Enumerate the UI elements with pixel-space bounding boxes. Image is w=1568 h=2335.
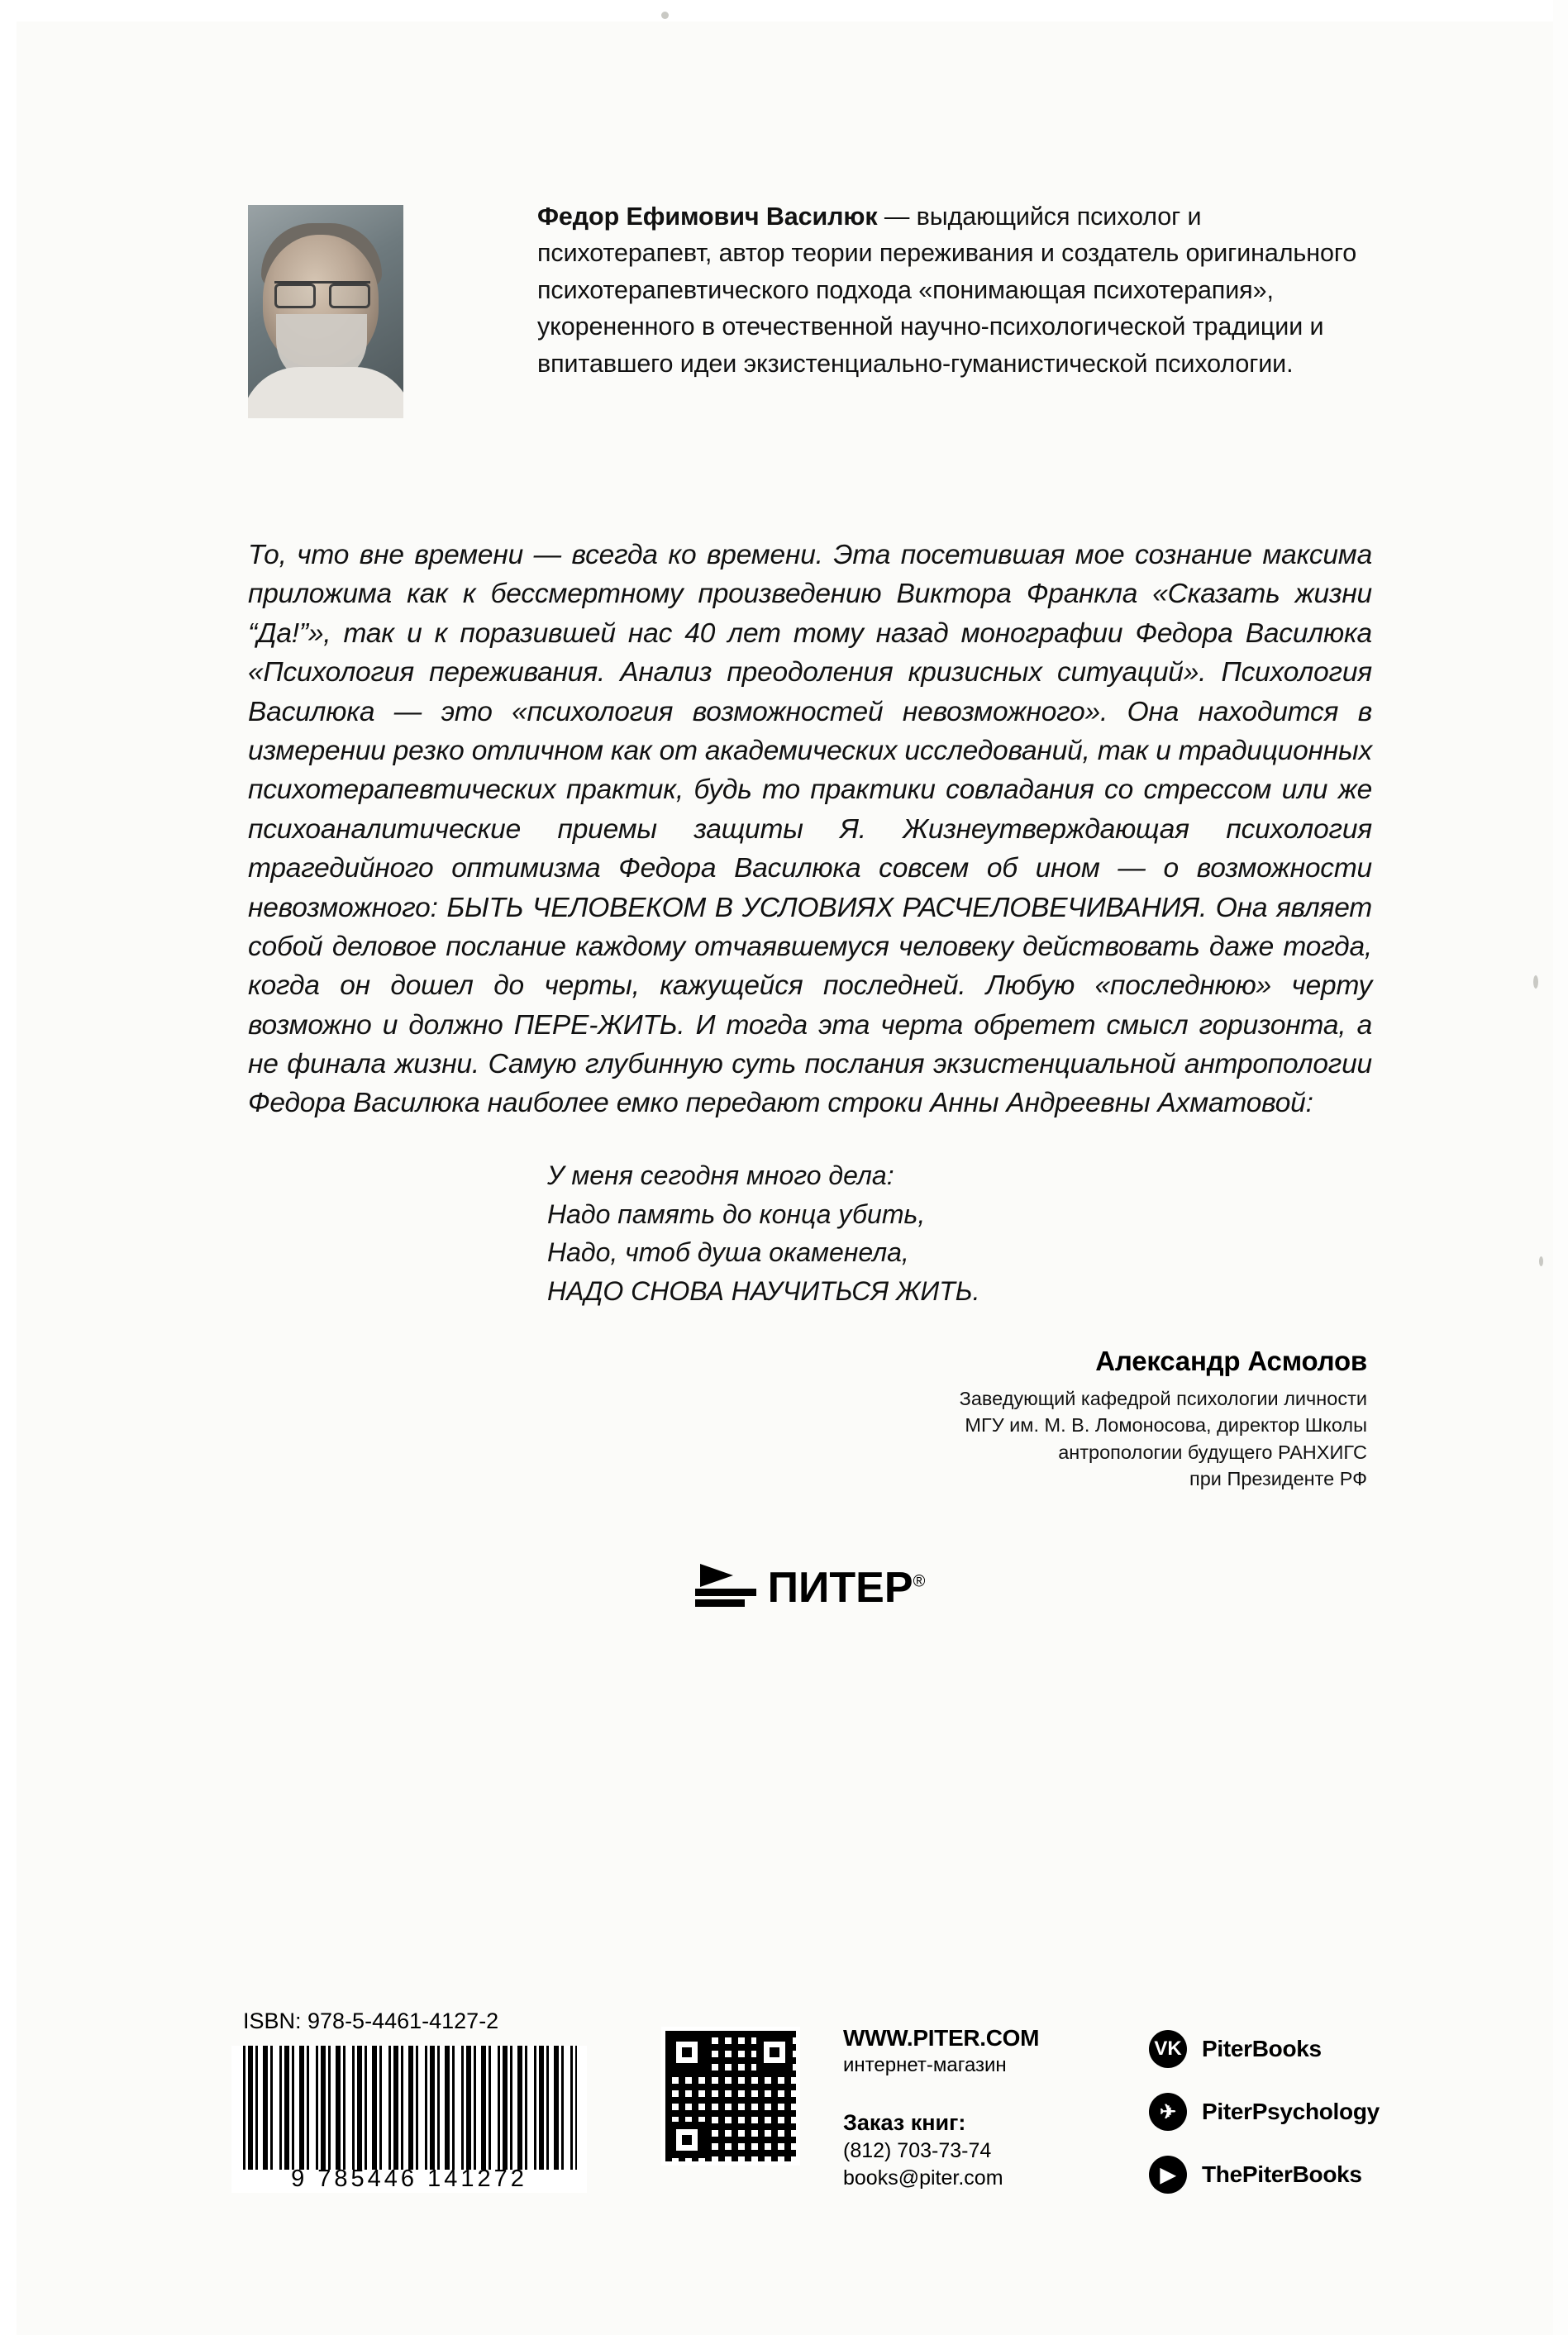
scan-edge-left: [0, 0, 17, 2335]
signature-name: Александр Асмолов: [1095, 1345, 1367, 1376]
scan-edge-top: [0, 0, 1568, 21]
signature-role-line: МГУ им. М. В. Ломоносова, директор Школы: [965, 1414, 1367, 1437]
publisher-name: [768, 1563, 926, 1613]
social-link-youtube[interactable]: [1149, 2156, 1422, 2194]
isbn-block: [231, 2009, 612, 2193]
order-phone[interactable]: (812) 703-73-74: [843, 2139, 992, 2162]
barcode-bars: [243, 2046, 577, 2170]
scan-edge-right: [1553, 0, 1568, 2335]
signature-role: [248, 1385, 1367, 1493]
qr-code-icon[interactable]: [661, 2027, 800, 2166]
portrait-glasses: [274, 281, 370, 303]
barcode-digits: 9 785446 141272: [291, 2166, 527, 2192]
cover-content: [248, 198, 1372, 1613]
review-text: То, что вне времени — всегда ко времени. Эта посетившая мое сознание максима приложима как к бессмертному произведению Виктора Франкла «Сказать жизни “Да!”», так и к поразившей нас 40 лет тому назад монографии Федора Василюка «Психология переживания. Анализ преодоления кризисных ситуаций». Психология Василюка — это «психология возможностей невозможного». Она находится в измерении резко отличном как от академических исследований, так и традиционных психотерапевтических практик, будь то практики совладания со стрессом или же психоаналитические приемы защиты Я. Жизнеутверждающая психология трагедийного оптимизма Федора Василюка совсем об ином — о возможности невозможного: БЫТЬ ЧЕЛОВЕКОМ В УСЛОВИЯХ РАСЧЕЛОВЕЧИВАНИЯ. Она являет собой деловое послание каждому отчаявшемуся человеку действовать даже тогда, когда он дошел до черты, кажущейся последней. Любую «последнюю» черту возможно и должно ПЕРЕ-ЖИТЬ. И тогда эта черта обретет смысл горизонта, а не финала жизни. Самую глубинную суть послания экзистенциальной антропологии Федора Василюка наиболее емко передают строки Анны Андреевны Ахматовой:: [248, 540, 1372, 1119]
social-label: PiterPsychology: [1202, 2099, 1380, 2124]
shop-info: [843, 2025, 1116, 2190]
social-link-vk[interactable]: [1149, 2030, 1422, 2068]
barcode-icon: [231, 2046, 587, 2193]
order-email[interactable]: books@piter.com: [843, 2166, 1003, 2190]
qr-eye: [756, 2034, 793, 2071]
publisher-name-text: ПИТЕР: [767, 1564, 913, 1613]
isbn-text: ISBN: 978-5-4461-4127-2: [243, 2009, 499, 2033]
social-link-telegram[interactable]: [1149, 2093, 1422, 2131]
telegram-icon: ✈: [1149, 2093, 1187, 2131]
author-bio-text: — выдающийся психолог и психотерапевт, автор теории переживания и создатель оригинального психотерапевтического подхода «понимающая психотерапия», укорененного в отечественной научно-психологической традиции и впитавшего идеи экзистенциально-гуманистической психологии.: [537, 203, 1357, 378]
signature-block: [248, 1346, 1372, 1493]
qr-block[interactable]: [661, 2027, 800, 2166]
scan-speck: [1539, 1256, 1543, 1266]
poem-line: НАДО СНОВА НАУЧИТЬСЯ ЖИТЬ.: [547, 1276, 980, 1307]
author-block: [248, 198, 1372, 471]
poem-block: [547, 1156, 1372, 1311]
publisher-logo: [248, 1563, 1372, 1613]
scan-speck: [661, 12, 669, 19]
registered-mark: ®: [913, 1573, 926, 1592]
order-title: Заказ книг:: [843, 2110, 966, 2135]
qr-eye: [669, 2034, 705, 2071]
piter-logo-triangle: [700, 1564, 733, 1587]
shop-subtitle: интернет-магазин: [843, 2054, 1007, 2076]
poem-line: Надо память до конца убить,: [547, 1198, 926, 1229]
author-bio: [537, 198, 1372, 382]
youtube-play-icon: ▶: [1149, 2156, 1187, 2194]
social-label: ThePiterBooks: [1202, 2161, 1362, 2187]
poem-line: Надо, чтоб душа окаменела,: [547, 1237, 909, 1268]
vk-icon: VK: [1149, 2030, 1187, 2068]
qr-eye: [669, 2122, 705, 2158]
piter-logo-icon: [695, 1564, 760, 1612]
author-name: Федор Ефимович Василюк: [537, 203, 878, 231]
signature-role-line: антропологии будущего РАНХИГС: [1058, 1441, 1367, 1463]
signature-role-line: при Президенте РФ: [1189, 1468, 1367, 1489]
portrait-shoulders: [248, 367, 403, 418]
signature-role-line: Заведующий кафедрой психологии личности: [959, 1387, 1367, 1409]
author-portrait: [248, 205, 403, 418]
footer: [231, 2009, 1405, 2281]
shop-url[interactable]: WWW.PITER.COM: [843, 2025, 1040, 2051]
social-links: [1149, 2030, 1422, 2218]
scan-speck: [1533, 975, 1538, 989]
piter-logo-bar: [695, 1589, 756, 1596]
poem-line: У меня сегодня много дела:: [547, 1160, 894, 1190]
social-label: PiterBooks: [1202, 2036, 1322, 2061]
piter-logo-bar: [695, 1599, 745, 1607]
